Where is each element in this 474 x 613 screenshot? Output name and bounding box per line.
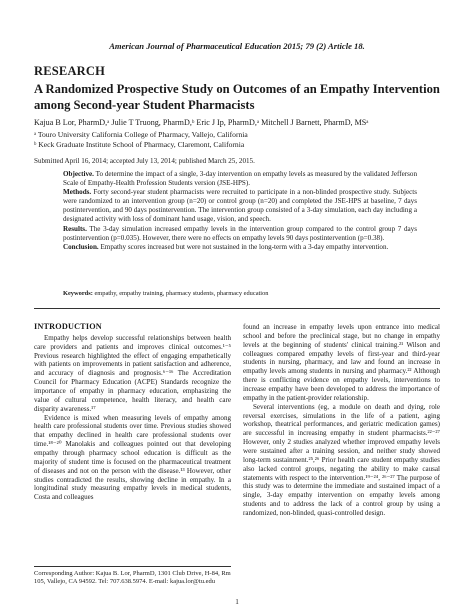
- footnote-divider: [34, 566, 231, 567]
- conclusion-text: Empathy scores increased but were not sustained in the long-term with a 3-day empathy intervention.: [100, 242, 389, 251]
- keywords-text: empathy, empathy training, pharmacy students, pharmacy education: [94, 290, 269, 297]
- abstract-results: [63, 225, 417, 243]
- methods-text: Forty second-year student pharmacists were recruited to participate in a non-blinded prospective study. Subjects were randomized to an intervention group (n=20) or control group (n=20) and completed the JSE-HPS at baseline, 7 days postintervention, and 90 days postintervention. The intervention group consisted of a 3-day simulation, each day including a designated activity with loss of dominant hand usage, vision, and speech.: [63, 188, 417, 224]
- results-label: Results.: [63, 224, 87, 233]
- introduction-heading: INTRODUCTION: [34, 322, 102, 331]
- article-title: A Randomized Prospective Study on Outcomes of an Empathy Intervention among Second-year Student Pharmacists: [34, 82, 440, 112]
- abstract: [63, 170, 417, 252]
- corresponding-author: Corresponding Author: Kajua B. Lor, PharmD, 1301 Club Drive, H-84, Rm 105, Vallejo, CA 94592. Tel: 707.638.5974. E-mail: kajua.lor@tu.edu: [34, 570, 231, 585]
- intro-paragraph: Several interventions (eg, a module on death and dying, role reversal exercises, simulations in the life of a patient, aging workshop, theatrical performances, and geriatric medication games) are successful in increasing empathy in student pharmacists.²²⁻²⁷ However, only 2 studies analyzed whether improved empathy levels were sustained after a training session, and neither study showed long-term sustainment.²⁵,²⁶ Prior health care student empathy studies also lacked control groups, negating the ability to make causal statements with respect to the intervention.¹⁹⁻²⁴, ²⁶⁻²⁷ The purpose of this study was to determine the immediate and sustained impact of a single, 3-day empathy intervention on empathy levels among students and to address the lack of a control group by using a randomized, non-blinded, quasi-controlled design.: [243, 402, 440, 518]
- objective-text: To determine the impact of a single, 3-day intervention on empathy levels as measured by the validated Jefferson Scale of Empathy-Health Profession Students version (JSE-HPS).: [63, 170, 417, 188]
- abstract-objective: [63, 170, 417, 188]
- page-number: 1: [235, 598, 239, 606]
- intro-paragraph: Empathy helps develop successful relationships between health care providers and patients and improves clinical outcomes.¹⁻⁵ Previous research highlighted the effect of engaging empathetically with patients on improvements in patient satisfaction and adherence, and accuracy of diagnosis and prognosis.⁶⁻¹⁶ The Accreditation Council for Pharmacy Education (ACPE) Standards recognize the importance of empathy in pharmacy education, emphasizing the value of cultural competence, health literacy, and health care disparity awareness.¹⁷: [34, 333, 231, 413]
- keywords: [63, 290, 417, 298]
- affiliation-b: ᵇ Keck Graduate Institute School of Pharmacy, Claremont, California: [34, 140, 245, 149]
- affiliation-a: ᵃ Touro University California College of Pharmacy, Vallejo, California: [34, 130, 248, 139]
- column-right: [243, 323, 440, 518]
- abstract-conclusion: [63, 243, 417, 252]
- divider: [34, 308, 440, 309]
- objective-label: Objective.: [63, 170, 94, 178]
- column-left: [34, 323, 231, 502]
- methods-label: Methods.: [63, 188, 92, 197]
- author-list: Kajua B Lor, PharmD,ᵃ Julie T Truong, PharmD,ᵇ Eric J Ip, PharmD,ᵃ Mitchell J Barnett, PharmD, MSᵃ: [34, 118, 369, 127]
- intro-paragraph: found an increase in empathy levels upon entrance into medical school and before the preclinical stage, but no change in empathy levels at the beginning of students' clinical training.²¹ Wilson and colleagues compared empathy levels of first-year and third-year students in nursing, pharmacy, and law and found an increase in empathy levels among students in nursing and pharmacy.²² Although there is conflicting evidence on empathy levels, interventions to increase empathy have been developed to address the importance of empathy in the patient-provider relationship.: [243, 323, 440, 402]
- abstract-methods: [63, 188, 417, 224]
- intro-paragraph: Evidence is mixed when measuring levels of empathy among health care professional students over time. Previous studies showed that empathy declined in health care professional students over time.¹⁸⁻²⁰ Manolakis and colleagues pointed out that developing empathy through pharmacy school education is difficult as the majority of student time is focused on the pharmaceutical treatment of diseases and not on the person with the disease.¹³ However, other studies contradicted the results, showing decline in empathy. In a longitudinal study measuring empathy levels in medical students, Costa and colleagues: [34, 413, 231, 502]
- keywords-label: Keywords:: [63, 290, 93, 297]
- section-label: RESEARCH: [34, 64, 106, 78]
- journal-header: American Journal of Pharmaceutical Education 2015; 79 (2) Article 18.: [109, 41, 365, 51]
- conclusion-label: Conclusion.: [63, 242, 99, 251]
- submission-dates: Submitted April 16, 2014; accepted July 13, 2014; published March 25, 2015.: [34, 157, 255, 165]
- results-text: The 3-day simulation increased empathy levels in the intervention group compared to the control group 7 days postintervention (p=0.035). However, there were no effects on empathy levels 90 days postintervention (p=0.38).: [63, 224, 417, 242]
